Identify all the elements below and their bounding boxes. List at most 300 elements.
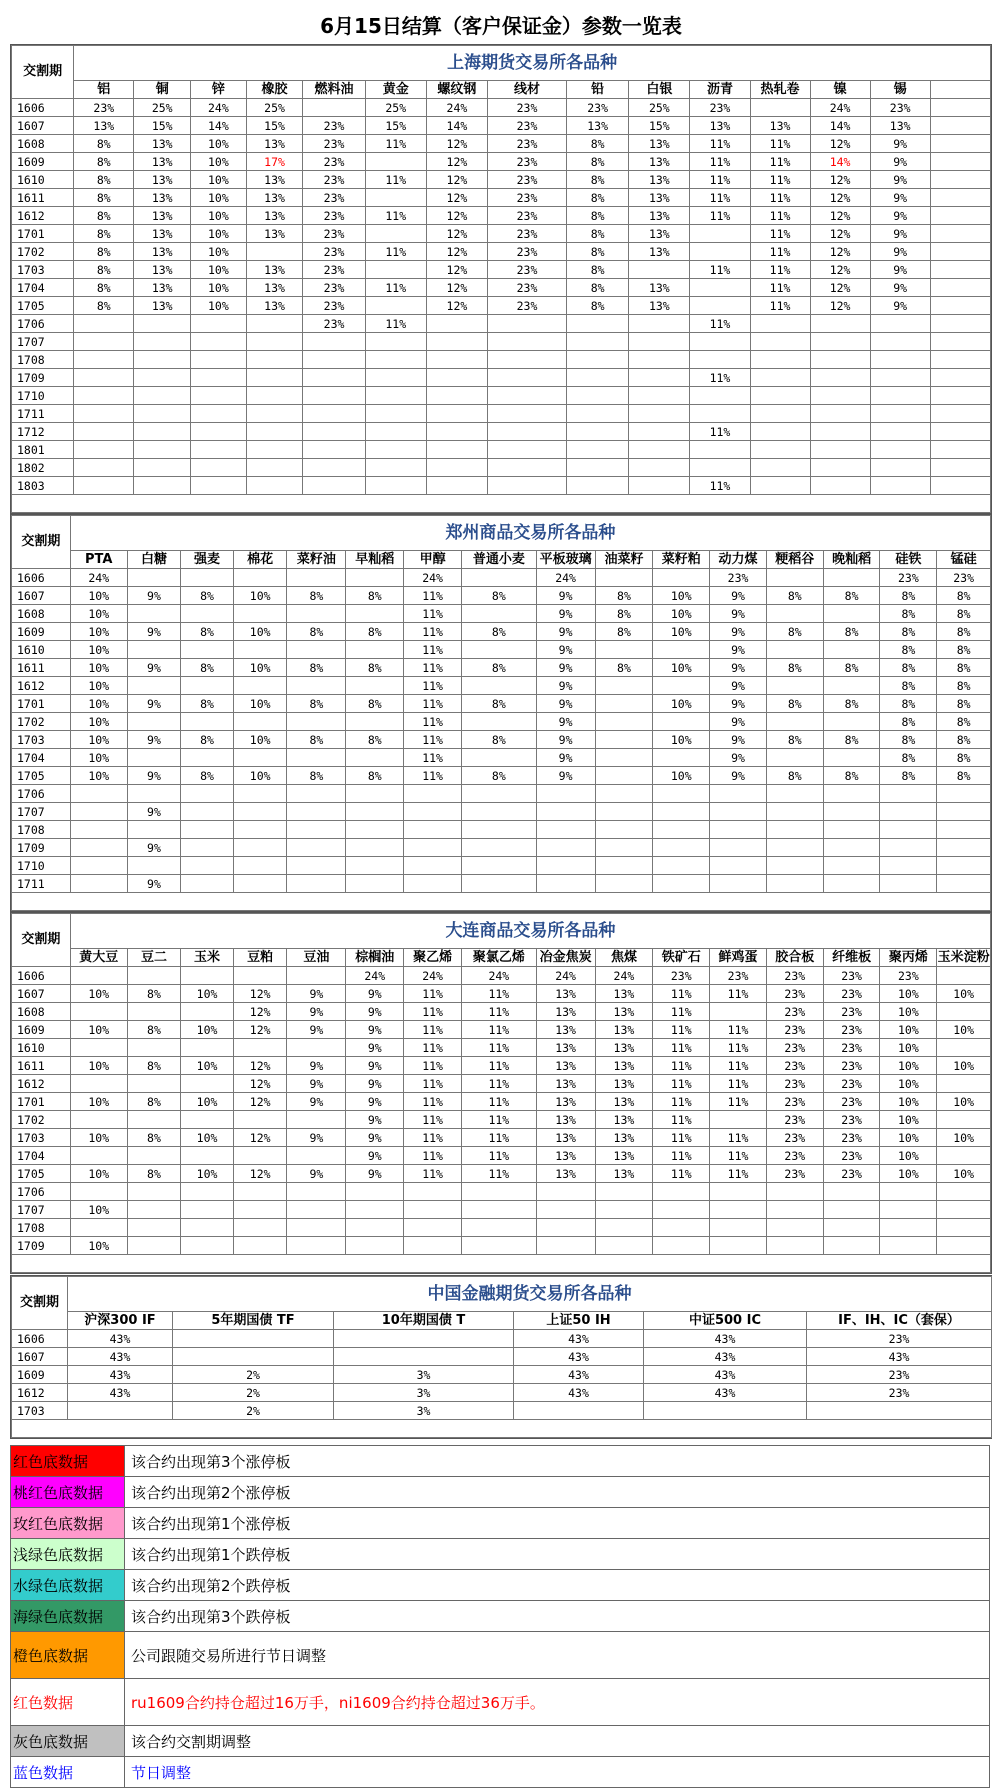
margin-cell	[462, 821, 537, 839]
margin-cell: 11%	[404, 985, 462, 1003]
margin-cell: 24%	[810, 99, 870, 117]
margin-cell: 43%	[644, 1384, 807, 1402]
margin-cell	[134, 441, 191, 459]
delivery-period: 1707	[12, 803, 71, 821]
margin-cell: 13%	[134, 171, 191, 189]
margin-cell: 8%	[880, 677, 937, 695]
margin-cell	[870, 459, 930, 477]
margin-cell	[937, 967, 991, 985]
margin-cell: 43%	[514, 1348, 644, 1366]
margin-cell	[127, 1075, 181, 1093]
margin-cell: 10%	[191, 189, 247, 207]
margin-cell	[629, 261, 690, 279]
margin-cell: 8%	[74, 207, 134, 225]
margin-cell: 11%	[404, 695, 462, 713]
legend-row	[11, 1757, 990, 1788]
margin-cell: 12%	[233, 1057, 287, 1075]
margin-cell: 11%	[710, 1165, 767, 1183]
margin-cell	[233, 857, 287, 875]
product-header: 沥青	[690, 81, 750, 99]
table-row	[12, 1348, 992, 1366]
margin-cell: 9%	[870, 153, 930, 171]
margin-cell: 9%	[536, 677, 595, 695]
margin-cell: 8%	[127, 1057, 181, 1075]
margin-cell: 23%	[488, 297, 567, 315]
margin-cell	[70, 803, 127, 821]
margin-cell: 8%	[127, 1093, 181, 1111]
margin-cell	[191, 477, 247, 495]
margin-cell: 8%	[74, 279, 134, 297]
margin-cell: 11%	[653, 1111, 710, 1129]
margin-cell: 8%	[346, 623, 404, 641]
margin-cell	[233, 641, 287, 659]
legend-label: 桃红色底数据	[11, 1477, 125, 1508]
margin-cell: 8%	[346, 731, 404, 749]
margin-cell	[462, 677, 537, 695]
product-header: 沪深300 IF	[68, 1312, 173, 1330]
margin-cell: 9%	[127, 587, 181, 605]
product-header: 铁矿石	[653, 949, 710, 967]
product-header: 焦煤	[595, 949, 653, 967]
margin-cell: 24%	[404, 569, 462, 587]
delivery-period: 1704	[12, 279, 74, 297]
margin-cell	[930, 387, 990, 405]
margin-cell	[823, 677, 880, 695]
margin-cell	[233, 749, 287, 767]
margin-cell	[426, 405, 487, 423]
margin-cell	[303, 423, 365, 441]
margin-cell: 8%	[462, 587, 537, 605]
margin-cell: 8%	[880, 713, 937, 731]
legend-table	[10, 1445, 990, 1788]
product-header: 冶金焦炭	[536, 949, 595, 967]
margin-cell: 13%	[246, 261, 303, 279]
margin-cell	[334, 1348, 514, 1366]
margin-cell	[233, 803, 287, 821]
margin-cell: 8%	[462, 695, 537, 713]
margin-cell: 8%	[566, 279, 628, 297]
margin-cell: 9%	[127, 623, 181, 641]
margin-cell	[937, 839, 991, 857]
margin-cell: 12%	[810, 279, 870, 297]
delivery-period: 1702	[12, 243, 74, 261]
delivery-period: 1703	[12, 731, 71, 749]
margin-cell: 9%	[127, 803, 181, 821]
margin-cell: 13%	[595, 1039, 653, 1057]
margin-cell	[870, 351, 930, 369]
margin-cell	[937, 1147, 991, 1165]
margin-cell	[404, 839, 462, 857]
margin-cell	[303, 459, 365, 477]
margin-cell	[426, 441, 487, 459]
margin-cell: 23%	[807, 1366, 992, 1384]
margin-cell: 10%	[937, 1057, 991, 1075]
margin-cell	[181, 1075, 234, 1093]
margin-cell: 8%	[937, 677, 991, 695]
margin-cell: 9%	[346, 1003, 404, 1021]
legend-row	[11, 1446, 990, 1477]
margin-cell: 10%	[191, 261, 247, 279]
margin-cell: 13%	[629, 243, 690, 261]
product-header: 强麦	[181, 551, 234, 569]
margin-cell: 11%	[365, 279, 426, 297]
margin-cell	[287, 839, 346, 857]
margin-cell	[346, 569, 404, 587]
margin-cell	[629, 387, 690, 405]
margin-cell	[810, 477, 870, 495]
margin-cell	[930, 135, 990, 153]
margin-cell	[181, 749, 234, 767]
product-header: 5年期国债 TF	[173, 1312, 334, 1330]
margin-cell: 23%	[823, 1165, 880, 1183]
margin-cell	[365, 477, 426, 495]
margin-cell	[488, 477, 567, 495]
product-header: 橡胶	[246, 81, 303, 99]
margin-cell: 8%	[766, 695, 823, 713]
margin-cell	[823, 1219, 880, 1237]
margin-cell	[653, 1183, 710, 1201]
table-row	[12, 1111, 991, 1129]
margin-cell: 23%	[823, 1039, 880, 1057]
margin-cell: 10%	[191, 243, 247, 261]
table-row	[12, 207, 991, 225]
margin-cell: 10%	[181, 1057, 234, 1075]
margin-cell: 11%	[404, 623, 462, 641]
margin-cell: 23%	[766, 1075, 823, 1093]
delivery-period: 1701	[12, 225, 74, 243]
product-header: 10年期国债 T	[334, 1312, 514, 1330]
margin-cell: 8%	[74, 153, 134, 171]
product-header: 白银	[629, 81, 690, 99]
product-header: 普通小麦	[462, 551, 537, 569]
margin-cell: 10%	[653, 767, 710, 785]
margin-cell	[536, 1183, 595, 1201]
margin-cell	[462, 857, 537, 875]
margin-cell	[287, 569, 346, 587]
margin-cell	[766, 1219, 823, 1237]
margin-cell: 25%	[365, 99, 426, 117]
margin-cell: 23%	[766, 1057, 823, 1075]
margin-cell	[595, 839, 653, 857]
margin-cell: 9%	[127, 731, 181, 749]
delivery-period: 1801	[12, 441, 74, 459]
margin-cell: 2%	[173, 1366, 334, 1384]
margin-cell	[536, 1201, 595, 1219]
margin-cell	[462, 875, 537, 893]
margin-cell	[937, 1219, 991, 1237]
margin-cell	[134, 369, 191, 387]
margin-cell: 23%	[653, 967, 710, 985]
margin-cell: 9%	[710, 713, 767, 731]
margin-cell	[365, 333, 426, 351]
margin-cell: 9%	[870, 171, 930, 189]
margin-cell: 23%	[303, 171, 365, 189]
period-header: 交割期	[12, 46, 74, 99]
margin-cell: 23%	[303, 261, 365, 279]
margin-cell: 23%	[710, 967, 767, 985]
margin-cell	[127, 1147, 181, 1165]
margin-cell: 23%	[488, 261, 567, 279]
margin-cell	[930, 243, 990, 261]
margin-cell: 8%	[566, 171, 628, 189]
delivery-period: 1607	[12, 587, 71, 605]
margin-cell	[937, 1039, 991, 1057]
margin-cell: 10%	[70, 587, 127, 605]
margin-cell	[880, 875, 937, 893]
margin-cell	[303, 369, 365, 387]
margin-cell: 11%	[750, 279, 810, 297]
margin-cell: 12%	[810, 297, 870, 315]
margin-cell	[823, 803, 880, 821]
margin-cell	[937, 1003, 991, 1021]
margin-cell	[74, 369, 134, 387]
margin-cell	[750, 315, 810, 333]
margin-cell: 11%	[365, 171, 426, 189]
margin-cell: 11%	[690, 207, 750, 225]
delivery-period: 1709	[12, 1237, 71, 1255]
margin-cell: 10%	[653, 731, 710, 749]
margin-cell	[880, 1201, 937, 1219]
margin-cell	[629, 423, 690, 441]
margin-cell: 12%	[810, 207, 870, 225]
margin-cell: 10%	[880, 985, 937, 1003]
margin-cell: 13%	[566, 117, 628, 135]
margin-cell	[191, 441, 247, 459]
margin-cell: 9%	[536, 749, 595, 767]
margin-cell	[930, 351, 990, 369]
margin-cell	[690, 387, 750, 405]
margin-cell: 23%	[74, 99, 134, 117]
table-row	[12, 1003, 991, 1021]
margin-cell	[127, 1039, 181, 1057]
margin-cell	[653, 1219, 710, 1237]
margin-cell: 23%	[823, 1003, 880, 1021]
spacer-row	[12, 495, 991, 513]
delivery-period: 1609	[12, 623, 71, 641]
delivery-period: 1606	[12, 569, 71, 587]
margin-cell	[880, 821, 937, 839]
margin-cell: 12%	[426, 171, 487, 189]
delivery-period: 1709	[12, 839, 71, 857]
margin-cell	[644, 1402, 807, 1420]
margin-cell	[566, 369, 628, 387]
margin-cell: 10%	[653, 605, 710, 623]
margin-cell: 9%	[127, 839, 181, 857]
margin-cell	[233, 967, 287, 985]
table-row	[12, 875, 991, 893]
margin-cell: 11%	[653, 1165, 710, 1183]
margin-cell: 13%	[595, 1057, 653, 1075]
margin-cell: 9%	[870, 225, 930, 243]
margin-cell: 23%	[303, 153, 365, 171]
margin-cell: 10%	[653, 695, 710, 713]
margin-cell	[287, 713, 346, 731]
delivery-period: 1608	[12, 1003, 71, 1021]
dce-margin-table	[10, 912, 992, 1274]
margin-cell	[930, 99, 990, 117]
margin-cell	[287, 967, 346, 985]
margin-cell: 23%	[303, 297, 365, 315]
period-header: 交割期	[12, 1277, 68, 1330]
czce-margin-table	[10, 514, 992, 912]
margin-cell	[690, 405, 750, 423]
margin-cell: 10%	[70, 641, 127, 659]
margin-cell: 11%	[365, 207, 426, 225]
margin-cell: 13%	[246, 135, 303, 153]
margin-cell	[629, 333, 690, 351]
margin-cell: 23%	[488, 135, 567, 153]
margin-cell	[287, 1201, 346, 1219]
margin-cell: 8%	[937, 749, 991, 767]
margin-cell: 9%	[870, 297, 930, 315]
margin-cell: 12%	[233, 985, 287, 1003]
margin-cell	[595, 1201, 653, 1219]
margin-cell: 43%	[514, 1330, 644, 1348]
margin-cell: 23%	[823, 967, 880, 985]
margin-cell	[930, 171, 990, 189]
margin-cell: 11%	[404, 1147, 462, 1165]
margin-cell	[653, 1201, 710, 1219]
margin-cell: 13%	[595, 1075, 653, 1093]
margin-cell	[488, 441, 567, 459]
delivery-period: 1610	[12, 641, 71, 659]
table-row	[12, 785, 991, 803]
period-header: 交割期	[12, 516, 71, 569]
margin-cell: 11%	[653, 1057, 710, 1075]
table-row	[12, 1093, 991, 1111]
margin-cell	[462, 839, 537, 857]
table-row	[12, 369, 991, 387]
margin-cell	[303, 477, 365, 495]
product-header: 热轧卷	[750, 81, 810, 99]
margin-cell: 8%	[566, 189, 628, 207]
margin-cell	[287, 749, 346, 767]
delivery-period: 1703	[12, 261, 74, 279]
margin-cell	[462, 1201, 537, 1219]
margin-cell: 9%	[710, 605, 767, 623]
cffex-grid	[11, 1276, 992, 1438]
margin-cell	[566, 405, 628, 423]
margin-cell	[880, 1237, 937, 1255]
margin-cell	[766, 875, 823, 893]
margin-cell: 10%	[191, 153, 247, 171]
margin-cell	[233, 821, 287, 839]
margin-cell	[233, 839, 287, 857]
margin-cell: 13%	[690, 117, 750, 135]
margin-cell: 43%	[68, 1384, 173, 1402]
margin-cell	[595, 641, 653, 659]
margin-cell	[287, 641, 346, 659]
margin-cell	[404, 1219, 462, 1237]
margin-cell	[70, 1039, 127, 1057]
margin-cell	[127, 857, 181, 875]
table-row	[12, 695, 991, 713]
margin-cell	[181, 803, 234, 821]
margin-cell: 11%	[404, 587, 462, 605]
product-header: 聚丙烯	[880, 949, 937, 967]
table-row	[12, 423, 991, 441]
margin-cell	[880, 857, 937, 875]
margin-cell	[462, 713, 537, 731]
margin-cell	[246, 441, 303, 459]
delivery-period: 1608	[12, 135, 74, 153]
margin-cell	[346, 1219, 404, 1237]
margin-cell	[404, 821, 462, 839]
margin-cell	[462, 1219, 537, 1237]
margin-cell	[766, 1201, 823, 1219]
margin-cell: 10%	[191, 279, 247, 297]
table-row	[12, 1057, 991, 1075]
product-header: PTA	[70, 551, 127, 569]
margin-cell	[870, 423, 930, 441]
margin-cell: 13%	[870, 117, 930, 135]
margin-cell: 23%	[823, 1147, 880, 1165]
margin-cell: 10%	[937, 1129, 991, 1147]
margin-cell: 8%	[74, 189, 134, 207]
margin-cell: 11%	[710, 1093, 767, 1111]
margin-cell: 8%	[74, 243, 134, 261]
margin-cell: 11%	[404, 659, 462, 677]
margin-cell: 8%	[346, 659, 404, 677]
margin-cell	[346, 713, 404, 731]
margin-cell: 11%	[710, 1021, 767, 1039]
margin-cell	[134, 423, 191, 441]
delivery-period: 1705	[12, 767, 71, 785]
table-row	[12, 1021, 991, 1039]
margin-cell: 10%	[70, 1129, 127, 1147]
margin-cell: 23%	[807, 1384, 992, 1402]
margin-cell	[930, 297, 990, 315]
margin-cell: 8%	[181, 767, 234, 785]
delivery-period: 1612	[12, 1075, 71, 1093]
margin-cell	[823, 605, 880, 623]
margin-cell: 10%	[70, 1093, 127, 1111]
margin-cell: 23%	[766, 1003, 823, 1021]
margin-cell	[181, 875, 234, 893]
margin-cell	[191, 351, 247, 369]
delivery-period: 1612	[12, 207, 74, 225]
margin-cell	[710, 821, 767, 839]
margin-cell: 2%	[173, 1384, 334, 1402]
margin-cell: 8%	[595, 623, 653, 641]
margin-cell	[823, 569, 880, 587]
margin-cell: 9%	[870, 261, 930, 279]
margin-cell	[303, 351, 365, 369]
margin-cell	[233, 1183, 287, 1201]
margin-cell	[233, 605, 287, 623]
margin-cell	[488, 369, 567, 387]
margin-cell: 11%	[750, 225, 810, 243]
product-header: 锌	[191, 81, 247, 99]
margin-cell: 12%	[810, 135, 870, 153]
margin-cell: 12%	[426, 153, 487, 171]
margin-cell: 8%	[287, 767, 346, 785]
margin-cell: 13%	[536, 1075, 595, 1093]
margin-cell: 10%	[880, 1075, 937, 1093]
margin-cell	[127, 605, 181, 623]
margin-cell	[127, 967, 181, 985]
margin-cell	[823, 749, 880, 767]
margin-cell	[70, 821, 127, 839]
margin-cell: 8%	[181, 695, 234, 713]
margin-cell	[514, 1402, 644, 1420]
margin-cell	[595, 1183, 653, 1201]
margin-cell	[653, 641, 710, 659]
margin-cell	[710, 803, 767, 821]
margin-cell: 11%	[462, 1039, 537, 1057]
margin-cell: 11%	[653, 1147, 710, 1165]
table-row	[12, 839, 991, 857]
